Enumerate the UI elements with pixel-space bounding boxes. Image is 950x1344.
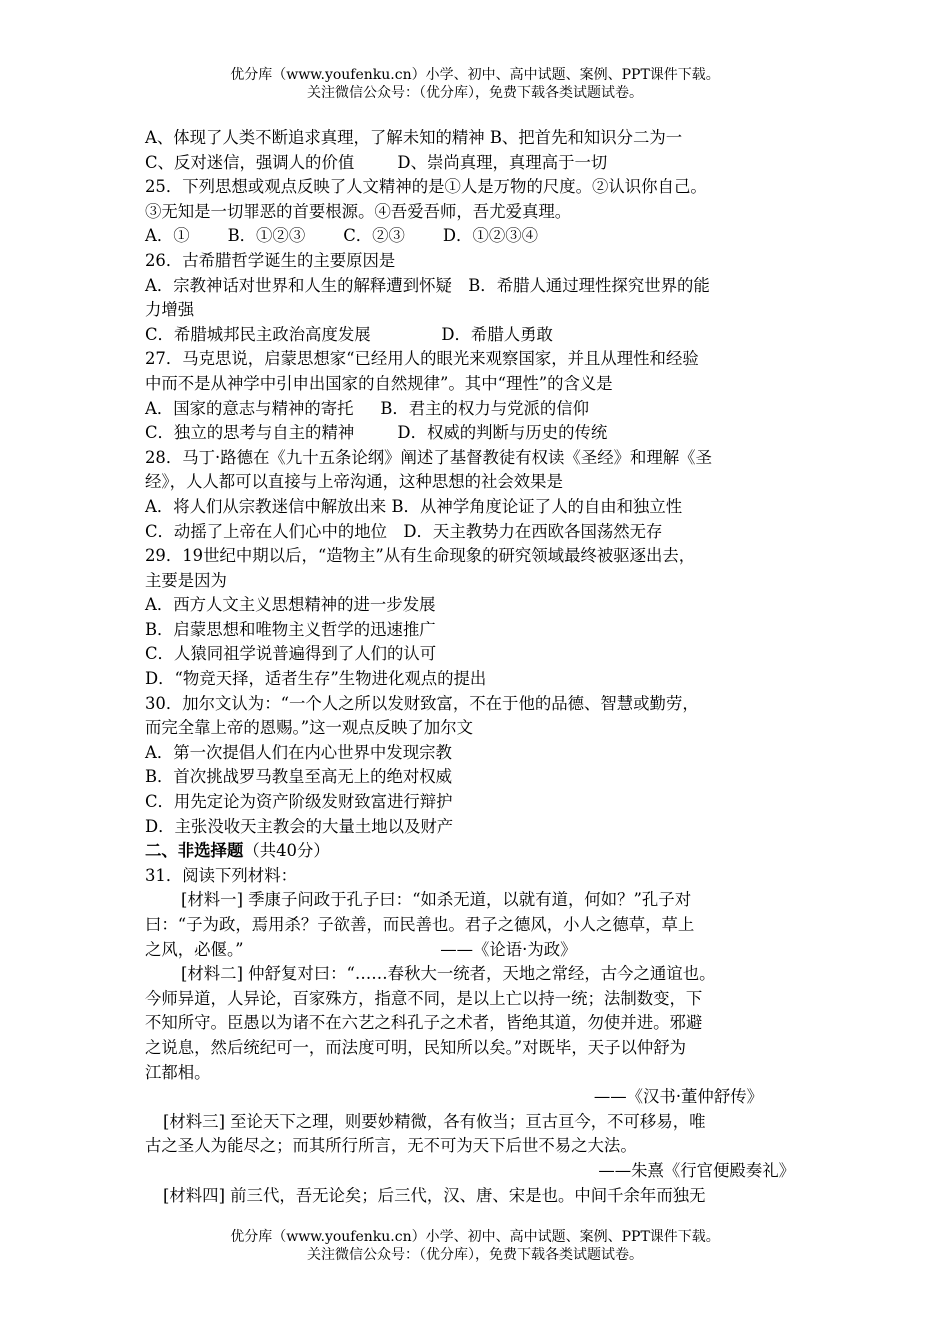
footer-line-2: 关注微信公众号：（优分库），免费下载各类试题试卷。 [307, 1247, 643, 1263]
text-line: B．启蒙思想和唯物主义哲学的迅速推广 [145, 619, 436, 639]
text-line: D．主张没收天主教会的大量土地以及财产 [145, 816, 454, 836]
text-line: 25．下列思想或观点反映了人文精神的是①人是万物的尺度。②认识你自己。 [145, 177, 707, 197]
text-line: A．国家的意志与精神的寄托 B．君主的权力与党派的信仰 [145, 398, 590, 418]
text-line: ——朱熹《行官便殿奏礼》 [598, 1160, 795, 1180]
text-line: 中而不是从神学中引申出国家的自然规律”。其中“理性”的含义是 [145, 373, 613, 393]
text-line: 29．19世纪中期以后，“造物主”从有生命现象的研究领域最终被驱逐出去， [145, 546, 696, 566]
text-line: C．希腊城邦民主政治高度发展 D．希腊人勇敢 [145, 324, 553, 344]
text-line: 28．马丁·路德在《九十五条论纲》阐述了基督教徒有权读《圣经》和理解《圣 [145, 447, 712, 467]
text-line: 不知所守。臣愚以为诸不在六艺之科孔子之术者，皆绝其道，勿使并进。邪避 [145, 1013, 703, 1033]
text-line: [材料一] 季康子问政于孔子曰：“如杀无道，以就有道，何如？”孔子对 [181, 890, 692, 910]
text-line: ——《汉书·董仲舒传》 [593, 1087, 763, 1107]
text-line: D．“物竞天择，适者生存”生物进化观点的提出 [145, 669, 487, 689]
header-line-1: 优分库（www.youfenku.cn）小学、初中、高中试题、案例、PPT课件下载。 [230, 67, 720, 83]
text-line: 26．古希腊哲学诞生的主要原因是 [145, 250, 396, 270]
text-line: 主要是因为 [145, 570, 227, 590]
text-line: 31．阅读下列材料： [145, 865, 297, 885]
document-body [145, 126, 815, 1208]
text-line: 江都相。 [145, 1062, 211, 1082]
text-line: A．第一次提倡人们在内心世界中发现宗教 [145, 742, 452, 762]
text-line: C．动摇了上帝在人们心中的地位 D．天主教势力在西欧各国荡然无存 [145, 521, 663, 541]
section-heading: 二、非选择题 [145, 841, 244, 861]
text-line: [材料二] 仲舒复对曰：“……春秋大一统者，天地之常经，古今之通谊也。 [181, 964, 716, 984]
text-line: 曰：“子为政，焉用杀？子欲善，而民善也。君子之德风，小人之德草，草上 [145, 915, 695, 934]
text-line: [材料四] 前三代，吾无论矣；后三代，汉、唐、宋是也。中间千余年而独无 [163, 1185, 706, 1205]
text-line: C．人猿同祖学说普遍得到了人们的认可 [145, 644, 437, 664]
text-line: C．独立的思考与自主的精神 D．权威的判断与历史的传统 [145, 423, 608, 443]
text-line: A．西方人文主义思想精神的进一步发展 [145, 595, 436, 615]
text-line: 30．加尔文认为：“一个人之所以发财致富，不在于他的品德、智慧或勤劳， [145, 693, 699, 713]
text-line: 而完全靠上帝的恩赐。”这一观点反映了加尔文 [145, 718, 473, 738]
text-line: A．宗教神话对世界和人生的解释遭到怀疑 B．希腊人通过理性探究世界的能 [145, 275, 710, 295]
text-line: 今师异道，人异论，百家殊方，指意不同，是以上亡以持一统；法制数变，下 [145, 988, 703, 1008]
text-line: 经》，人人都可以直接与上帝沟通，这种思想的社会效果是 [145, 472, 563, 492]
text-line [145, 839, 815, 864]
text-line: B．首次挑战罗马教皇至高无上的绝对权威 [145, 767, 453, 787]
text-line: 之风，必偃。” ——《论语·为政》 [145, 939, 577, 959]
text-line: 27．马克思说，启蒙思想家“已经用人的眼光来观察国家，并且从理性和经验 [145, 349, 699, 369]
section-heading-score: （共40分） [243, 841, 330, 861]
header-line-2: 关注微信公众号：（优分库），免费下载各类试题试卷。 [307, 85, 643, 101]
text-line: 力增强 [145, 300, 195, 320]
text-line: A、体现了人类不断追求真理，了解未知的精神 B、把首先和知识分二为一 [145, 128, 683, 147]
text-line: 古之圣人为能尽之；而其所行所言，无不可为天下后世不易之大法。 [145, 1136, 637, 1156]
text-line: [材料三] 至论天下之理，则要妙精微，各有攸当；亘古亘今，不可移易，唯 [163, 1111, 706, 1131]
page-footer [0, 1228, 950, 1264]
text-line: C．用先定论为资产阶级发财致富进行辩护 [145, 792, 453, 812]
text-line: C、反对迷信，强调人的价值 D、崇尚真理，真理高于一切 [145, 152, 608, 172]
text-line: 之说息，然后统纪可一，而法度可明，民知所以矣。”对既毕，天子以仲舒为 [145, 1037, 687, 1057]
text-line: A．① B．①②③ C．②③ D．①②③④ [145, 226, 539, 246]
footer-line-1: 优分库（www.youfenku.cn）小学、初中、高中试题、案例、PPT课件下载。 [230, 1229, 720, 1245]
page-header [0, 66, 950, 102]
text-line: A．将人们从宗教迷信中解放出来 B．从神学角度论证了人的自由和独立性 [145, 496, 683, 516]
text-line: ③无知是一切罪恶的首要根源。④吾爱吾师，吾尤爱真理。 [145, 201, 572, 221]
